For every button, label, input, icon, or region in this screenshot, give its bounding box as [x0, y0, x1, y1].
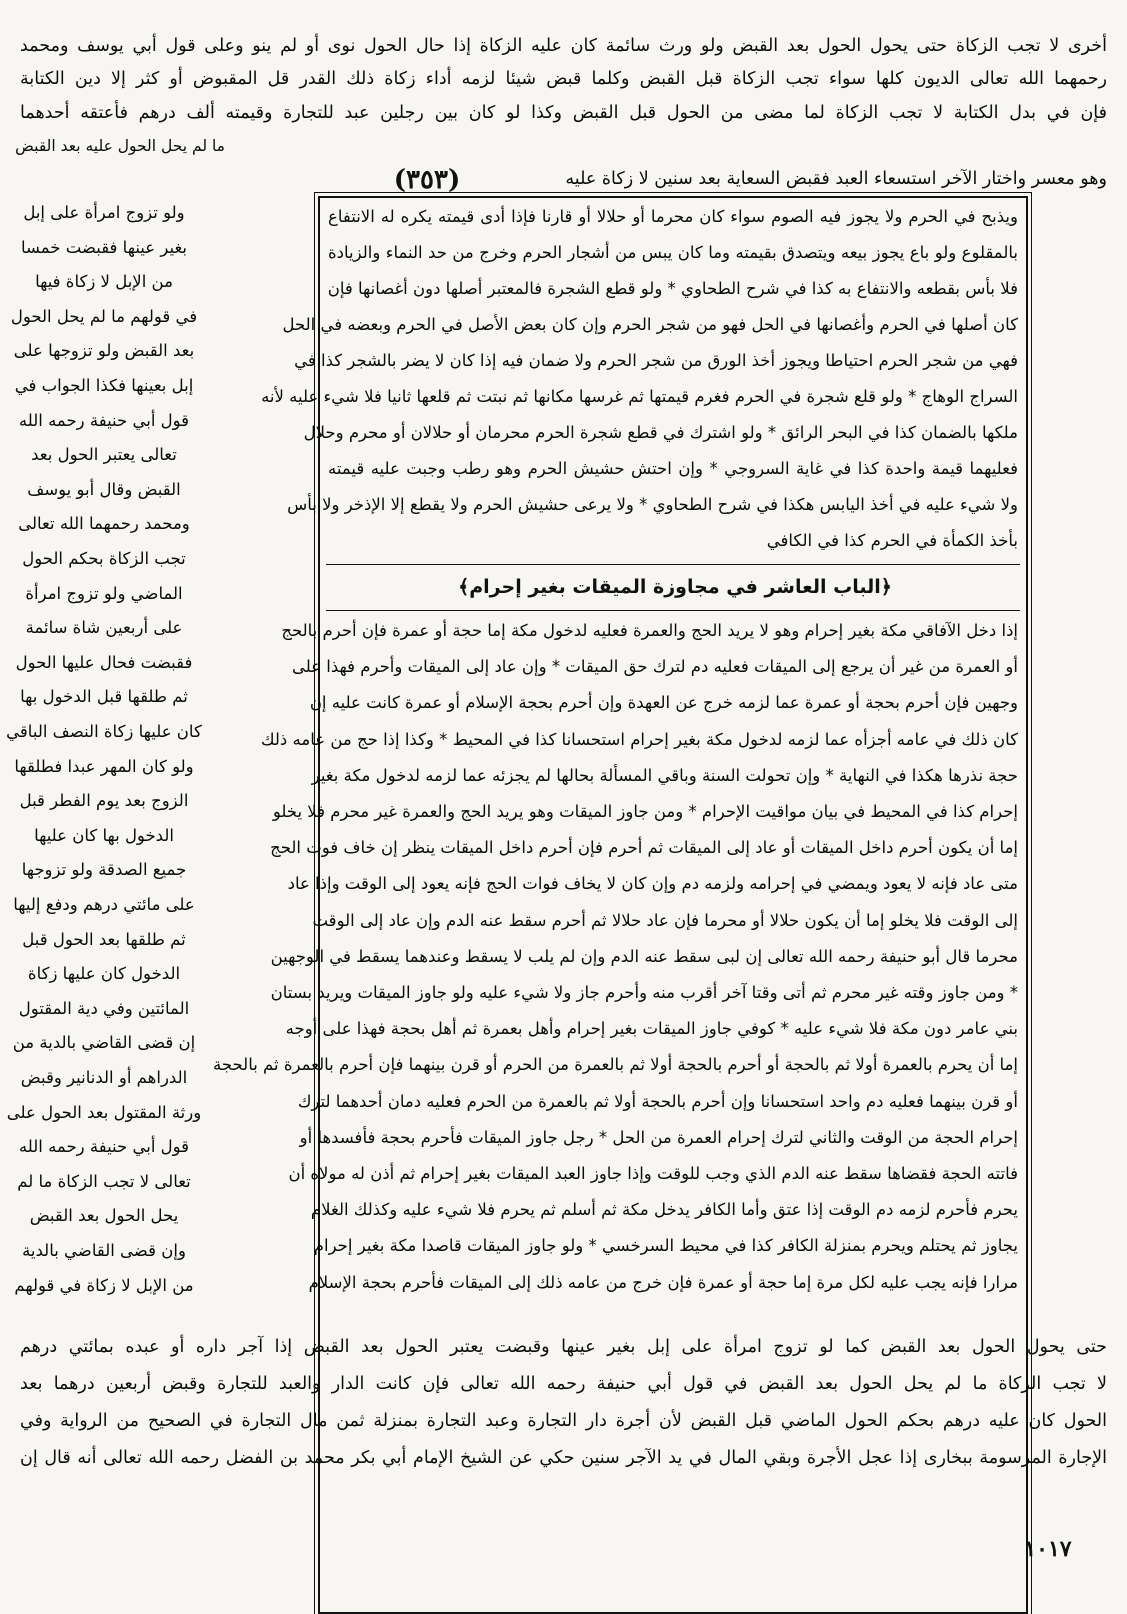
side-line: إن قضى القاضي بالدية من: [12, 1033, 196, 1053]
side-line: تعالى يعتبر الحول بعد: [31, 445, 177, 465]
box-line: فاتته الحجة فقضاها سقط عنه الدم الذي وجب للوقت وإذا جاوز العبد الميقات بغير إحرام ثم أذن له مولاه أن: [288, 1164, 1018, 1183]
side-line: الزوج بعد يوم الفطر قبل: [19, 791, 189, 811]
box-line: إذا دخل الآفاقي مكة بغير إحرام وهو لا يريد الحج والعمرة فعليه لدخول مكة إما حجة أو عمرة فإن أحرم بالحج: [281, 621, 1018, 640]
box-line: إلى الوقت فلا يخلو إما أن يكون حلالا أو محرما فإن عاد حلالا ثم أحرم سقط عنه الدم وإن عاد إلى الوقت: [312, 910, 1018, 930]
box-line: ولا شيء عليه في أخذ اليابس هكذا في شرح الطحاوي * ولا يرعى حشيش الحرم ولا يقطع إلا الإذخر ولا بأس: [287, 495, 1018, 514]
side-line: تجب الزكاة بحكم الحول: [22, 549, 186, 568]
side-line: الدراهم أو الدنانير وقبض: [20, 1068, 188, 1087]
section-divider: [326, 610, 1020, 611]
box-line: إحرام كذا في المحيط في بيان مواقيت الإحرام * ومن جاوز الميقات وهو يريد الحج والعمرة غير محرم فلا يخلو: [272, 802, 1018, 821]
side-line: القبض وقال أبو يوسف: [27, 479, 181, 499]
side-line: الماضي ولو تزوج امرأة: [25, 583, 183, 603]
box-line: ملكها بالضمان كذا في البحر الرائق * ولو اشترك في قطع شجرة الحرم محرمان أو حلالان أو محرم وحلال: [303, 423, 1018, 442]
box-line: إما أن يكون أحرم داخل الميقات أو عاد إلى الميقات ثم أحرم فإن أحرم داخل الميقات ينظر إن خاف فوت الحج: [270, 838, 1018, 858]
box-line: بني عامر دون مكة فلا شيء عليه * كوفي جاوز الميقات بغير إحرام وأهل بعمرة ثم أهل بحجة فهذا على أوجه: [285, 1019, 1018, 1039]
side-line: تعالى لا تجب الزكاة ما لم: [17, 1171, 191, 1191]
box-line: يجاوز ثم يحتلم ويحرم بمنزلة الكافر كذا في محيط السرخسي * ولو جاوز الميقات قاصدا مكة بغير إحرام: [313, 1236, 1018, 1256]
top-line: فإن في بدل الكتابة لا تجب الزكاة لما مضى من الحول قبل القبض وكذا لو كان بين رجلين عبد للتجارة وقيمته ألف درهم فأعتقه أحدهما: [20, 103, 1107, 123]
side-line: الدخول كان عليها زكاة: [27, 964, 181, 984]
side-line: يحل الحول بعد القبض: [29, 1206, 179, 1226]
side-line: وإن قضى القاضي بالدية: [22, 1241, 186, 1260]
side-line: على مائتي درهم ودفع إليها: [13, 895, 195, 914]
box-line: فلا بأس بقطعه والانتفاع به كذا في شرح الطحاوي * ولو قطع الشجرة فالمعتبر أصلها دون أغصانها فإن: [327, 279, 1018, 298]
side-line: بعد القبض ولو تزوجها على: [13, 341, 195, 361]
box-line: أو قرن بينهما فعليه دم واحد استحسانا وإن أحرم بالحجة أولا ثم بالعمرة من الحرم فعليه دمان أحدهما لترك: [297, 1091, 1018, 1111]
side-line: قول أبي حنيفة رحمه الله: [18, 1137, 190, 1157]
side-line: ثم طلقها قبل الدخول بها: [20, 687, 188, 707]
footer-number: ١٠١٧: [1024, 1536, 1072, 1562]
top-right-fragment: ما لم يحل الحول عليه بعد القبض: [15, 137, 225, 155]
side-line: فقبضت فحال عليها الحول: [15, 652, 193, 672]
box-line: إحرام الحجة من الوقت والثاني لترك إحرام العمرة من الحل * رجل جاوز الميقات فأحرم بحجة فأفسدها أو: [299, 1127, 1018, 1147]
side-line: في قولهم ما لم يحل الحول: [10, 306, 198, 326]
box-line: السراج الوهاج * ولو قلع شجرة في الحرم فغرم قيمتها ثم غرسها مكانها ثم نبتت ثم قلعها ثانيا فلا شيء عليه لأنه: [261, 387, 1018, 406]
top-line: أخرى لا تجب الزكاة حتى يحول الحول بعد القبض ولو ورث سائمة كان عليه الزكاة إذا حال الحول نوى أو لم ينو وعلى قول أبي يوسف ومحمد: [20, 36, 1107, 56]
side-line: بغير عينها فقبضت خمسا: [20, 237, 187, 257]
top-line: وهو معسر واختار الآخر استسعاء العبد فقبض السعاية بعد سنين لا زكاة عليه: [565, 169, 1107, 189]
side-line: قول أبي حنيفة رحمه الله: [18, 410, 190, 430]
box-line: كان أصلها في الحرم وأغصانها في الحل فهو من شجر الحرم وإن كان بعض الأصل في الحرم وبعضه في الحل: [282, 315, 1018, 334]
box-line: أو العمرة من غير أن يرجع إلى الميقات فعليه دم لترك حق الميقات * وإن عاد إلى الميقات وأحرم فهذا على: [291, 657, 1018, 677]
box-line: كان ذلك في عامه أجزأه عما لزمه لدخول مكة بغير إحرام استحسانا كذا في المحيط * وكذا إذا حج من عامه ذلك: [261, 729, 1018, 749]
side-line: على أربعين شاة سائمة: [25, 618, 183, 638]
page-number: (٣٥٣): [393, 165, 461, 195]
side-line: ومحمد رحمهما الله تعالى: [18, 514, 190, 534]
side-line: ولو كان المهر عبدا فطلقها: [14, 756, 194, 776]
side-line: كان عليها زكاة النصف الباقي: [6, 722, 202, 741]
box-line: محرما قال أبو حنيفة رحمه الله تعالى إن لبى سقط عنه الدم وإن لم يلب لا يسقط وعندهما يسقط في الوجهين: [270, 946, 1018, 966]
box-line: مرارا فإنه يجب عليه لكل مرة إما حجة أو عمرة فإن خرج من عامه ذلك إلى الميقات فأحرم بحجة الإسلام: [308, 1272, 1018, 1292]
side-line: ولو تزوج امرأة على إبل: [23, 203, 185, 222]
box-line: ويذبح في الحرم ولا يجوز فيه الصوم سواء كان محرما أو حلالا أو قارنا فإذا أدى قيمته يكره له الانتفاع: [328, 207, 1018, 226]
side-line: إبل بعينها فكذا الجواب في: [14, 376, 194, 395]
section-divider: [326, 564, 1020, 565]
side-line: الدخول بها كان عليها: [34, 825, 174, 845]
side-line: المائتين وفي دية المقتول: [18, 998, 190, 1018]
box-line: وجهين فإن أحرم بحجة أو عمرة عما لزمه خرج عن العهدة وإن أحرم بحجة الإسلام أو عمرة كانت عليه إن: [309, 693, 1018, 713]
top-line: رحمهما الله تعالى الديون كلها سواء تجب الزكاة قبل القبض وكلما قبض شيئا لزمه أداء زكاة ذلك القدر قل المقبوض أو كثر إلا دين الكتابة: [20, 69, 1107, 89]
box-line: فعليهما قيمة واحدة كذا في غاية السروجي * وإن احتش حشيش الحرم وهو رطب وجبت عليه قيمته: [328, 459, 1018, 478]
bottom-line: الحول كان عليه درهم بحكم الحول الماضي قبل القبض لأن أجرة دار التجارة وعبد التجارة بمنزلة ثمن مال التجارة في الصحيح من الرواية وفي: [20, 1411, 1107, 1431]
side-line: من الإبل لا زكاة في قولهم: [14, 1275, 194, 1295]
box-line: إما أن يحرم بالعمرة أولا ثم بالحجة أو أحرم بالحجة أولا ثم بالعمرة من الحرم أو قرن بينهما فإن أحرم بالعمرة ثم بالحجة: [213, 1055, 1018, 1075]
box-line: حجة نذرها هكذا في النهاية * وإن تحولت السنة وباقي المسألة بحالها لم يجزئه عما لزمه لدخول مكة بغير: [311, 765, 1018, 785]
side-line: من الإبل لا زكاة فيها: [35, 272, 173, 292]
box-line: متى عاد فإنه لا يعود ويمضي في إحرامه ولزمه دم وإن كان لا يخاف فوات الحج فإنه يعود إلى الوقت وإذا عاد: [287, 874, 1018, 894]
box-line: * ومن جاوز وقته غير محرم ثم أتى وقتا آخر أقرب منه وأحرم جاز ولا شيء عليه ولو جاوز الميقات ويريد بستان: [270, 983, 1018, 1002]
side-line: جميع الصدقة ولو تزوجها: [21, 860, 187, 880]
bottom-line: حتى يحول الحول بعد القبض كما لو تزوج امرأة على إبل بغير عينها وقبضت يعتبر الحول بعد القبض إذا آجر داره أو عبده بمائتي درهم: [20, 1337, 1107, 1357]
side-line: ثم طلقها بعد الحول قبل: [22, 929, 186, 949]
box-line: بالمقلوع ولو باع يجوز بيعه ويتصدق بقيمته وما كان يبس من أشجار الحرم وخرج من حد النماء والزيادة: [328, 243, 1018, 262]
side-line: ورثة المقتول بعد الحول على: [6, 1102, 202, 1122]
box-line: بأخذ الكمأة في الحرم كذا في الكافي: [766, 531, 1018, 550]
framed-text-box: [213, 196, 1028, 1614]
box-line: فهي من شجر الحرم احتياطا ويجوز أخذ الورق من شجر الحرم ولا ضمان فيه إذا كان لا يضر بالشجر كذا في: [294, 351, 1018, 370]
chapter-title: ﴿الباب العاشر في مجاوزة الميقات بغير إحرام﴾: [458, 576, 892, 598]
bottom-line: لا تجب الزكاة ما لم يحل الحول بعد القبض في قول أبي حنيفة رحمه الله تعالى فإن كانت الدار والعبد للتجارة وقبض أربعين درهما بعد: [20, 1374, 1107, 1394]
box-line: يحرم فأحرم لزمه دم الوقت إذا عتق وأما الكافر يدخل مكة ثم أسلم ثم يحرم فلا شيء عليه وكذلك الغلام: [310, 1200, 1018, 1220]
bottom-line: الإجارة المرسومة ببخارى إذا عجل الأجرة وبقي المال في يد الآجر سنين حكي عن الشيخ الإمام أبي بكر محمد بن الفضل رحمه الله تعالى أنه قال إن: [20, 1448, 1107, 1468]
